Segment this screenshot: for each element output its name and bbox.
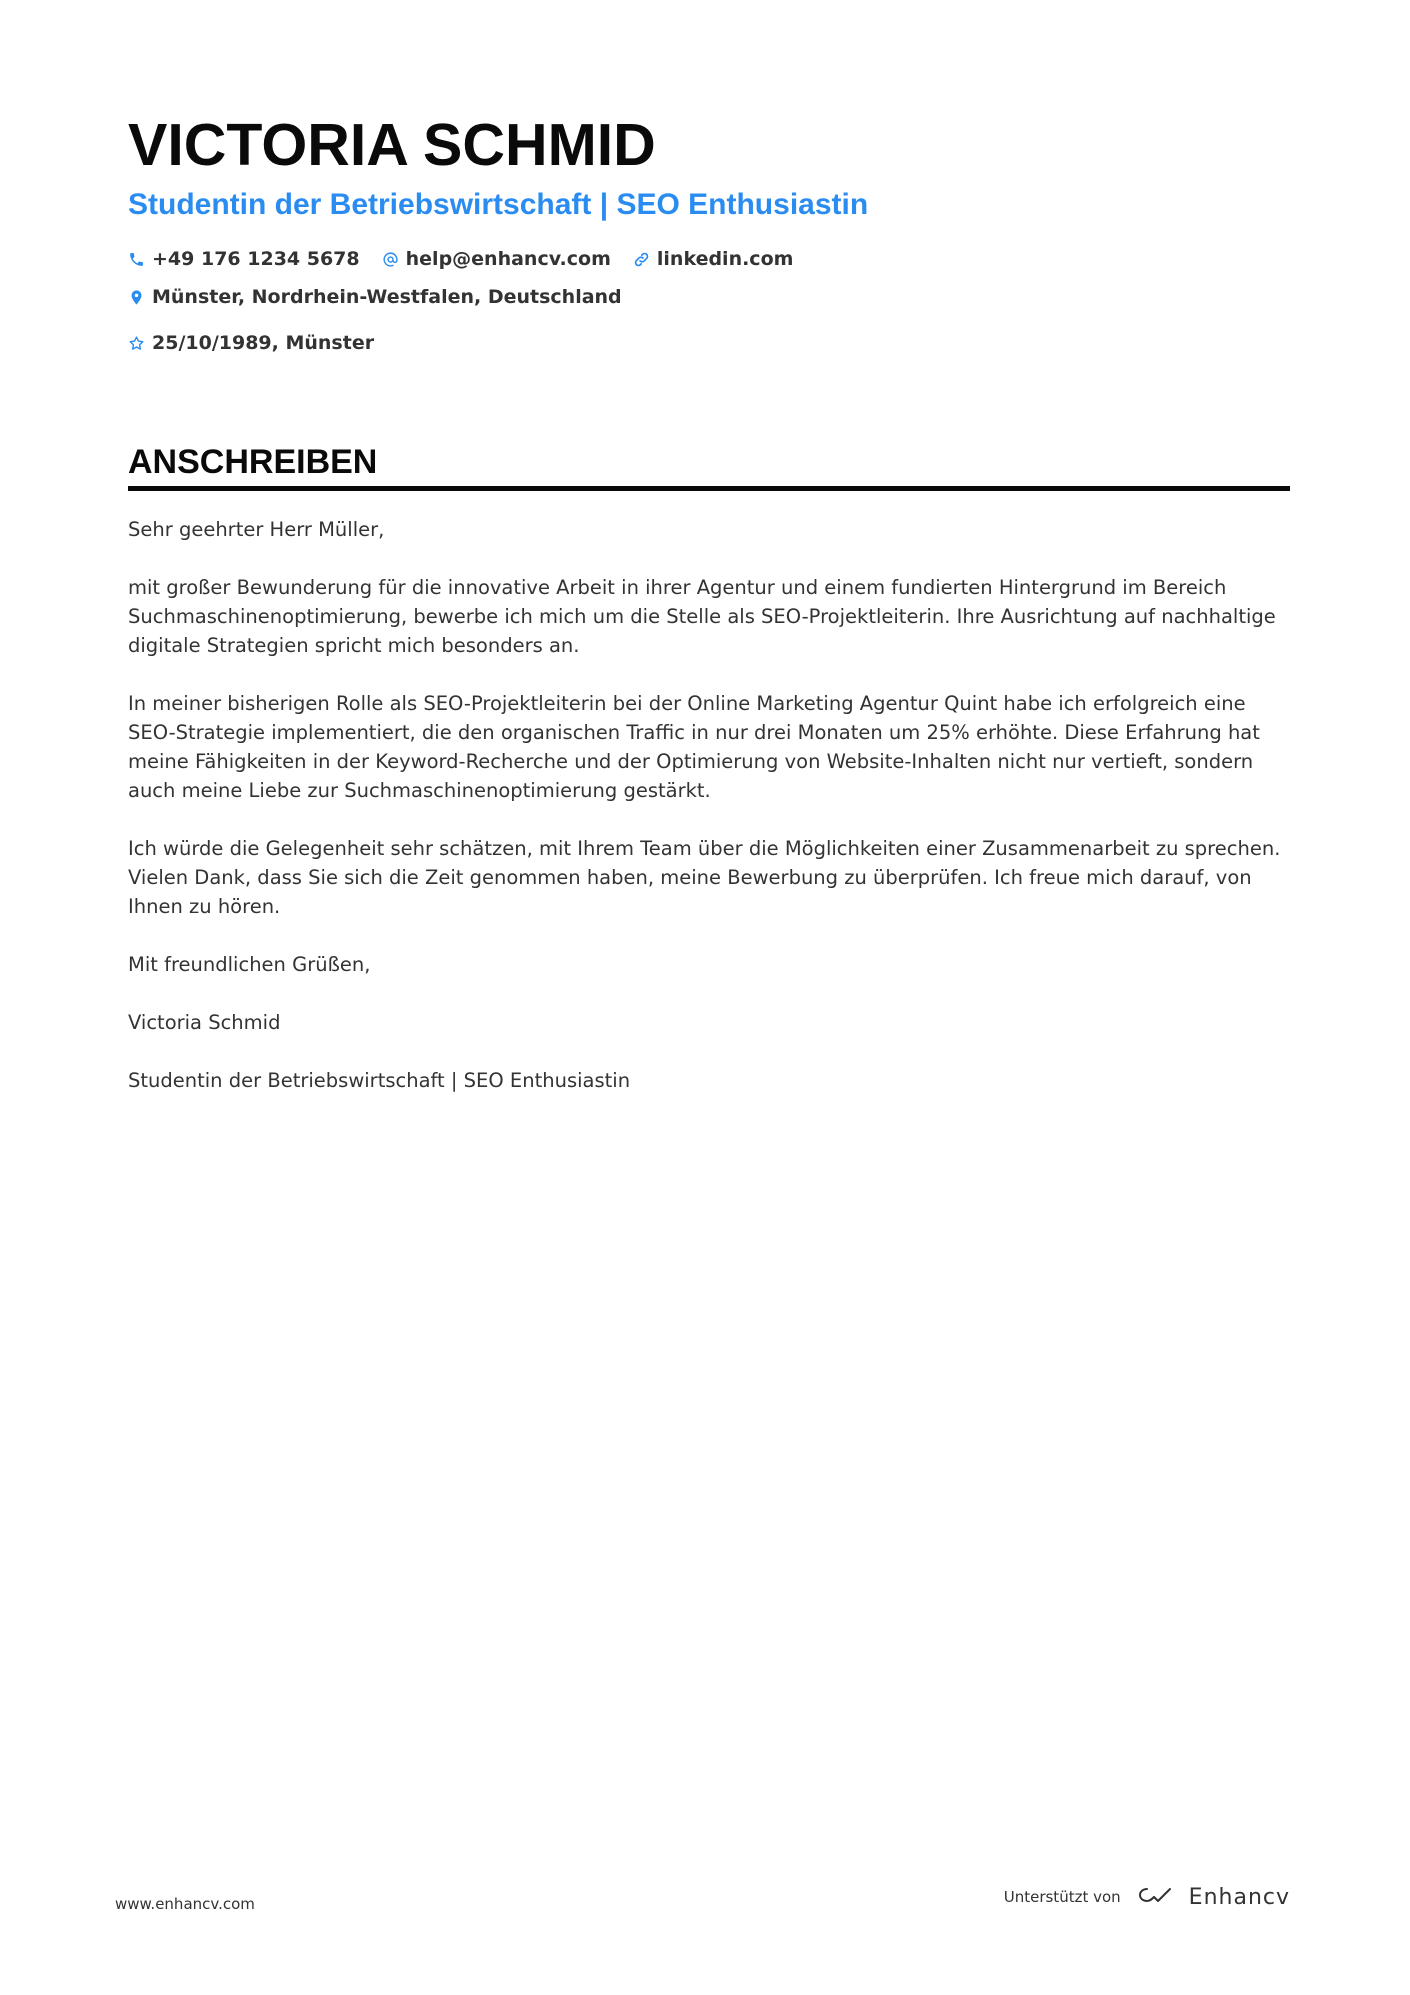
enhancv-logo-icon <box>1133 1883 1179 1911</box>
contact-linkedin-text: linkedin.com <box>656 248 794 270</box>
letter-salutation: Sehr geehrter Herr Müller, <box>128 518 385 541</box>
enhancv-brand-text: Enhancv <box>1188 1884 1290 1910</box>
letter-paragraph: In meiner bisherigen Rolle als SEO-Projektleiterin bei der Online Marketing Agentur Quint habe ich erfolgreich eine SEO-Strategie implementiert, die den organischen Traffic in nur drei Monaten um 25% erhöhte. Diese Erfahrung hat meine Fähigkeiten in der Keyword-Recherche und der Optimierung von Website-Inhalten nicht nur vertieft, sondern auch meine Liebe zur Suchmaschinenoptimierung gestärkt. <box>128 692 1260 802</box>
phone-icon <box>128 251 145 268</box>
candidate-name: VICTORIA SCHMID <box>128 112 656 178</box>
powered-by-label: Unterstützt von <box>1003 1888 1121 1906</box>
footer-website[interactable]: www.enhancv.com <box>115 1895 255 1913</box>
contact-info <box>128 244 1290 358</box>
location-pin-icon <box>128 289 145 306</box>
contact-email-text: help@enhancv.com <box>405 248 611 270</box>
letter-closing: Mit freundlichen Grüßen, <box>128 953 371 976</box>
contact-birth-text: 25/10/1989, Münster <box>152 332 375 354</box>
contact-location-text: Münster, Nordrhein-Westfalen, Deutschland <box>152 286 622 308</box>
star-icon <box>128 335 145 352</box>
contact-phone[interactable] <box>128 244 360 274</box>
contact-birth <box>128 328 374 358</box>
signature-title: Studentin der Betriebswirtschaft | SEO Enthusiastin <box>128 1069 631 1092</box>
letter-body <box>128 515 1290 1095</box>
contact-location <box>128 282 622 312</box>
letter-paragraph: Ich würde die Gelegenheit sehr schätzen, mit Ihrem Team über die Möglichkeiten einer Zusammenarbeit zu sprechen. Vielen Dank, dass Sie sich die Zeit genommen haben, meine Bewerbung zu überprüfen. Ich freue mich darauf, von Ihnen zu hören. <box>128 837 1281 918</box>
contact-email[interactable] <box>382 244 611 274</box>
link-icon <box>633 251 650 268</box>
candidate-headline: Studentin der Betriebswirtschaft | SEO Enthusiastin <box>128 188 869 221</box>
signature-name: Victoria Schmid <box>128 1011 281 1034</box>
contact-linkedin[interactable] <box>633 244 794 274</box>
enhancv-brand[interactable] <box>1133 1883 1290 1911</box>
cover-letter-page <box>128 110 1290 1124</box>
footer-branding <box>1004 1883 1290 1911</box>
letter-paragraph: mit großer Bewunderung für die innovative Arbeit in ihrer Agentur und einem fundierten Hintergrund im Bereich Suchmaschinenoptimierung, bewerbe ich mich um die Stelle als SEO-Projektleiterin. Ihre Ausrichtung auf nachhaltige digitale Strategien spricht mich besonders an. <box>128 576 1276 657</box>
contact-phone-text: +49 176 1234 5678 <box>152 248 360 270</box>
at-icon <box>382 251 399 268</box>
section-title: ANSCHREIBEN <box>128 442 1290 491</box>
